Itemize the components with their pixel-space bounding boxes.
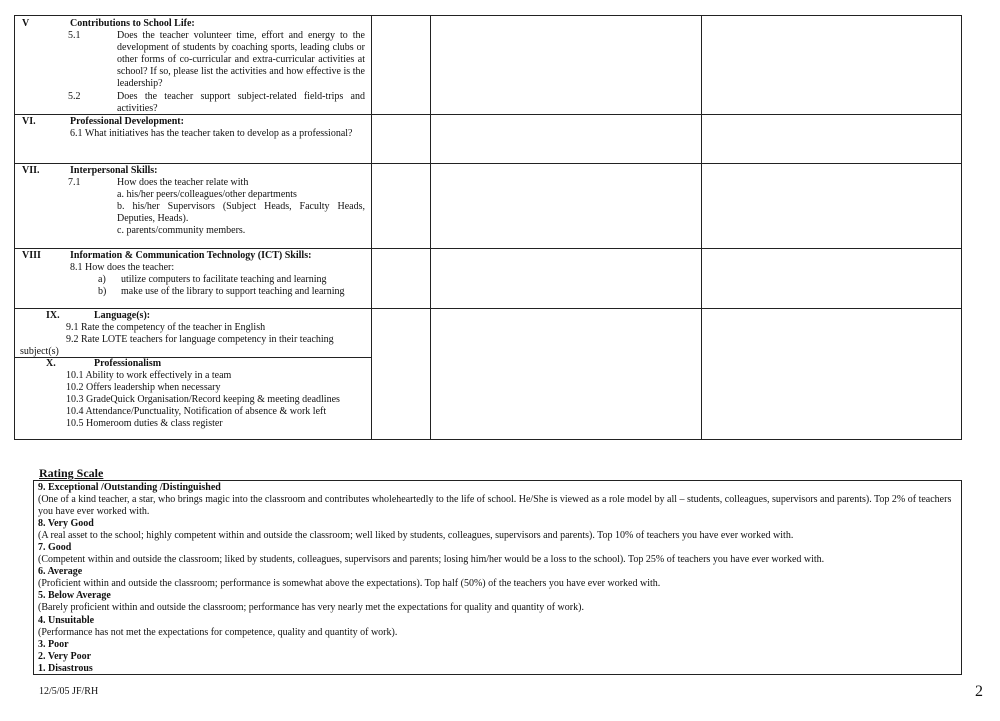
item-7-1-text: How does the teacher relate with	[117, 177, 249, 188]
item-7-1-number: 7.1	[68, 177, 81, 188]
section-5-title: Contributions to School Life:	[70, 18, 195, 29]
row-divider	[15, 163, 961, 164]
item-10-3: 10.3 GradeQuick Organisation/Record keeping & meeting deadlines	[66, 394, 340, 405]
section-8-number: VIII	[22, 250, 41, 261]
item-8-1-a-label: a)	[98, 274, 106, 285]
rating-7-desc: (Competent within and outside the classroom; liked by students, colleagues, supervisors and parents; losing him/her would be a loss to the school). Top 25% of teachers you have ever worked with.	[38, 554, 825, 566]
section-10-number: X.	[46, 358, 56, 369]
rating-9-title: 9. Exceptional /Outstanding /Distinguished	[38, 482, 221, 493]
footer-code: 12/5/05 JF/RH	[39, 686, 99, 697]
section-9-number: IX.	[46, 310, 60, 321]
rating-4-title: 4. Unsuitable	[38, 614, 95, 626]
page-number: 2	[975, 683, 983, 700]
rating-9-desc: (One of a kind teacher, a star, who brings magic into the classroom and contributes wholeheartedly to the life of school. He/She is viewed as a role model by all – students, colleagues, supervisors and parents). Top 2% of teachers you have ever worked with.	[38, 494, 952, 518]
item-9-1-text: 9.1 Rate the competency of the teacher in English	[66, 322, 266, 333]
item-9-2-text: 9.2 Rate LOTE teachers for language competency in their teaching	[66, 334, 334, 345]
item-9-2-cont: subject(s)	[20, 346, 59, 357]
rating-8-title: 8. Very Good	[38, 518, 94, 530]
item-8-1-a-text: utilize computers to facilitate teaching and learning	[121, 274, 327, 285]
section-6-number: VI.	[22, 116, 36, 127]
column-divider	[371, 16, 372, 439]
section-10-title: Professionalism	[94, 358, 162, 369]
rating-4-desc: (Performance has not met the expectations for competence, quality and quantity of work).	[38, 626, 398, 638]
item-10-4: 10.4 Attendance/Punctuality, Notification of absence & work left	[66, 406, 327, 417]
item-10-5: 10.5 Homeroom duties & class register	[66, 418, 223, 429]
evaluation-table	[14, 15, 962, 440]
item-7-1-a: a. his/her peers/colleagues/other departments	[117, 189, 297, 200]
rating-8-desc: (A real asset to the school; highly competent within and outside the classroom; well liked by students, colleagues, supervisors and parents). Top 10% of teachers you have ever worked with.	[38, 530, 794, 542]
row-divider	[15, 308, 961, 309]
section-6-title: Professional Development:	[70, 116, 184, 127]
column-divider	[701, 16, 702, 439]
item-5-2-number: 5.2	[68, 91, 81, 102]
rating-3-title: 3. Poor	[38, 638, 69, 650]
item-8-1-b-text: make use of the library to support teaching and learning	[121, 286, 345, 297]
rating-scale-title: Rating Scale	[39, 466, 104, 480]
rating-5-desc: (Barely proficient within and outside the classroom; performance has very nearly met the expectations for quality and quantity of work).	[38, 602, 584, 614]
rating-7-title: 7. Good	[38, 542, 72, 554]
row-divider	[15, 248, 961, 249]
item-7-1-c: c. parents/community members.	[117, 225, 246, 236]
rating-scale-box	[33, 480, 962, 675]
item-8-1-b-label: b)	[98, 286, 107, 297]
item-5-1-text: Does the teacher volunteer time, effort and energy to the development of students by coaching sports, leading clubs or other forms of co-curricular and extra-curricular activities at school? If so, please list the activities and how effective is the leadership?	[117, 30, 365, 89]
row-divider	[15, 357, 371, 358]
item-6-1-text: 6.1 What initiatives has the teacher taken to develop as a professional?	[70, 128, 353, 139]
rating-1-title: 1. Disastrous	[38, 662, 93, 674]
section-9-title: Language(s):	[94, 310, 151, 321]
section-8-title: Information & Communication Technology (ICT) Skills:	[70, 250, 312, 261]
item-5-2-text: Does the teacher support subject-related field-trips and activities?	[117, 91, 365, 114]
section-7-number: VII.	[22, 165, 40, 176]
item-10-1: 10.1 Ability to work effectively in a team	[66, 370, 232, 381]
item-8-1-intro: 8.1 How does the teacher:	[70, 262, 175, 273]
rating-6-desc: (Proficient within and outside the classroom; performance is somewhat above the expectations). Top half (50%) of the teachers you have ever worked with.	[38, 578, 661, 590]
item-10-2: 10.2 Offers leadership when necessary	[66, 382, 221, 393]
section-7-title: Interpersonal Skills:	[70, 165, 158, 176]
rating-5-title: 5. Below Average	[38, 590, 111, 602]
item-5-1-number: 5.1	[68, 30, 81, 41]
item-7-1-b: b. his/her Supervisors (Subject Heads, Faculty Heads, Deputies, Heads).	[117, 201, 365, 224]
column-divider	[430, 16, 431, 439]
rating-2-title: 2. Very Poor	[38, 650, 92, 662]
section-5-number: V	[22, 18, 30, 29]
rating-6-title: 6. Average	[38, 566, 83, 578]
